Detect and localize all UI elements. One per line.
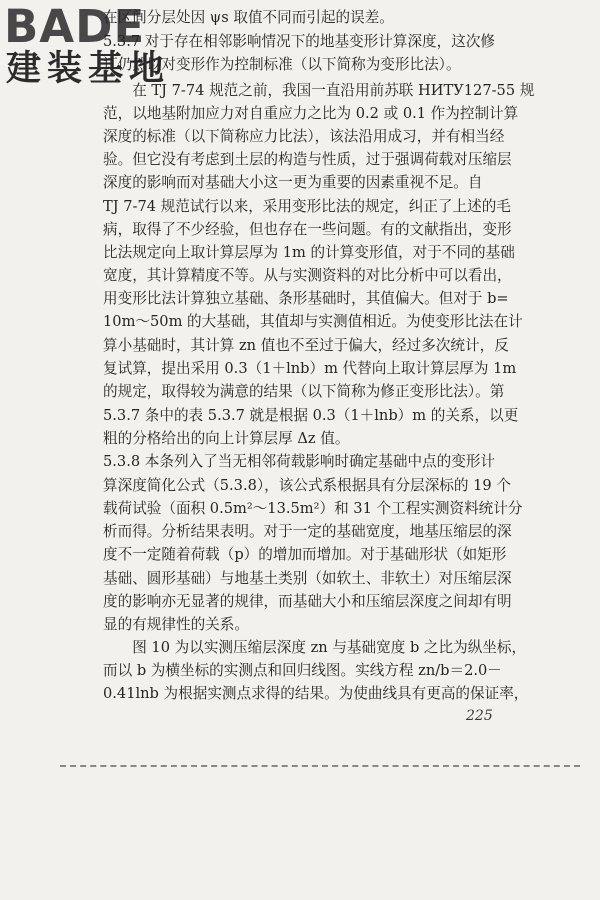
text-line: 显的有规律性的关系。 bbox=[103, 616, 249, 633]
text-line: 10m～50m 的大基础，其值却与实测值相近。为使变形比法在计 bbox=[103, 313, 523, 330]
logo-latin-text: BADE bbox=[4, 0, 146, 53]
text-line: TJ 7-74 规范试行以来，采用变形比法的规定，纠正了上述的毛 bbox=[103, 198, 511, 215]
text-line: 粗的分格给出的向上计算层厚 Δz 值。 bbox=[103, 430, 350, 447]
text-line: 5.3.7 对于存在相邻影响情况下的地基变形计算深度，这次修 bbox=[103, 33, 496, 50]
text-line: 的规定，取得较为满意的结果（以下简称为修正变形比法）。第 bbox=[103, 383, 505, 400]
text-line: 而以 b 为横坐标的实测点和回归线图。实线方程 zn/b＝2.0－ bbox=[103, 662, 502, 679]
text-line: 深度的影响而对基础大小这一更为重要的因素重视不足。自 bbox=[103, 174, 483, 191]
text-line: 比法规定向上取计算层厚为 1m 的计算变形值，对于不同的基础 bbox=[103, 244, 515, 261]
text-line: 在 TJ 7-74 规范之前，我国一直沿用前苏联 НИТУ127-55 规 bbox=[103, 82, 535, 99]
text-line: 算小基础时，其计算 zn 值也不至过于偏大，经过多次统计，反 bbox=[103, 337, 509, 354]
text-line: 5.3.8 本条列入了当无相邻荷载影响时确定基础中点的变形计 bbox=[103, 453, 496, 470]
text-line: 深度的标准（以下简称应力比法），该法沿用成习，并有相当经 bbox=[103, 128, 505, 145]
text-line: 算深度简化公式（5.3.8），该公式系根据具有分层深标的 19 个 bbox=[103, 477, 511, 494]
page-bottom-rule bbox=[60, 765, 580, 767]
text-line: 在区间分层处因 ψs 取值不同而引起的误差。 bbox=[103, 9, 394, 26]
text-line: 范，以地基附加应力对自重应力之比为 0.2 或 0.1 作为控制计算 bbox=[103, 105, 519, 122]
text-line: 图 10 为以实测压缩层深度 zn 与基础宽度 b 之比为纵坐标， bbox=[103, 639, 527, 656]
text-line: 载荷试验（面积 0.5m²～13.5m²）和 31 个工程实测资料统计分 bbox=[103, 500, 523, 517]
text-line: 度不一定随着荷载（p）的增加而增加。对于基础形状（如矩形 bbox=[103, 546, 507, 563]
text-line: 5.3.7 条中的表 5.3.7 就是根据 0.3（1＋lnb）m 的关系，以更 bbox=[103, 407, 519, 424]
text-line: 病，取得了不少经验，但也存在一些问题。有的文献指出，变形 bbox=[103, 221, 512, 238]
text-line: 订仍然以对变形作为控制标准（以下简称为变形比法）。 bbox=[103, 56, 461, 73]
logo-chinese-text: 建装基地 bbox=[6, 49, 171, 89]
text-line: 用变形比法计算独立基础、条形基础时，其值偏大。但对于 b= bbox=[103, 290, 509, 307]
text-line: 0.41lnb 为根据实测点求得的结果。为使曲线具有更高的保证率， bbox=[103, 685, 529, 702]
text-line: 度的影响亦无显著的规律，而基础大小和压缩层深度之间却有明 bbox=[103, 593, 512, 610]
text-line: 验。但它没有考虑到土层的构造与性质，过于强调荷载对压缩层 bbox=[103, 151, 512, 168]
text-line: 宽度，其计算精度不等。从与实测资料的对比分析中可以看出， bbox=[103, 267, 512, 284]
text-line: 析而得。分析结果表明。对于一定的基础宽度，地基压缩层的深 bbox=[103, 523, 512, 540]
page-number: 225 bbox=[466, 708, 493, 724]
text-line: 复试算，提出采用 0.3（1＋lnb）m 代替向上取计算层厚为 1m bbox=[103, 360, 517, 377]
text-line: 基础、圆形基础）与地基土类别（如软土、非软土）对压缩层深 bbox=[103, 570, 512, 587]
